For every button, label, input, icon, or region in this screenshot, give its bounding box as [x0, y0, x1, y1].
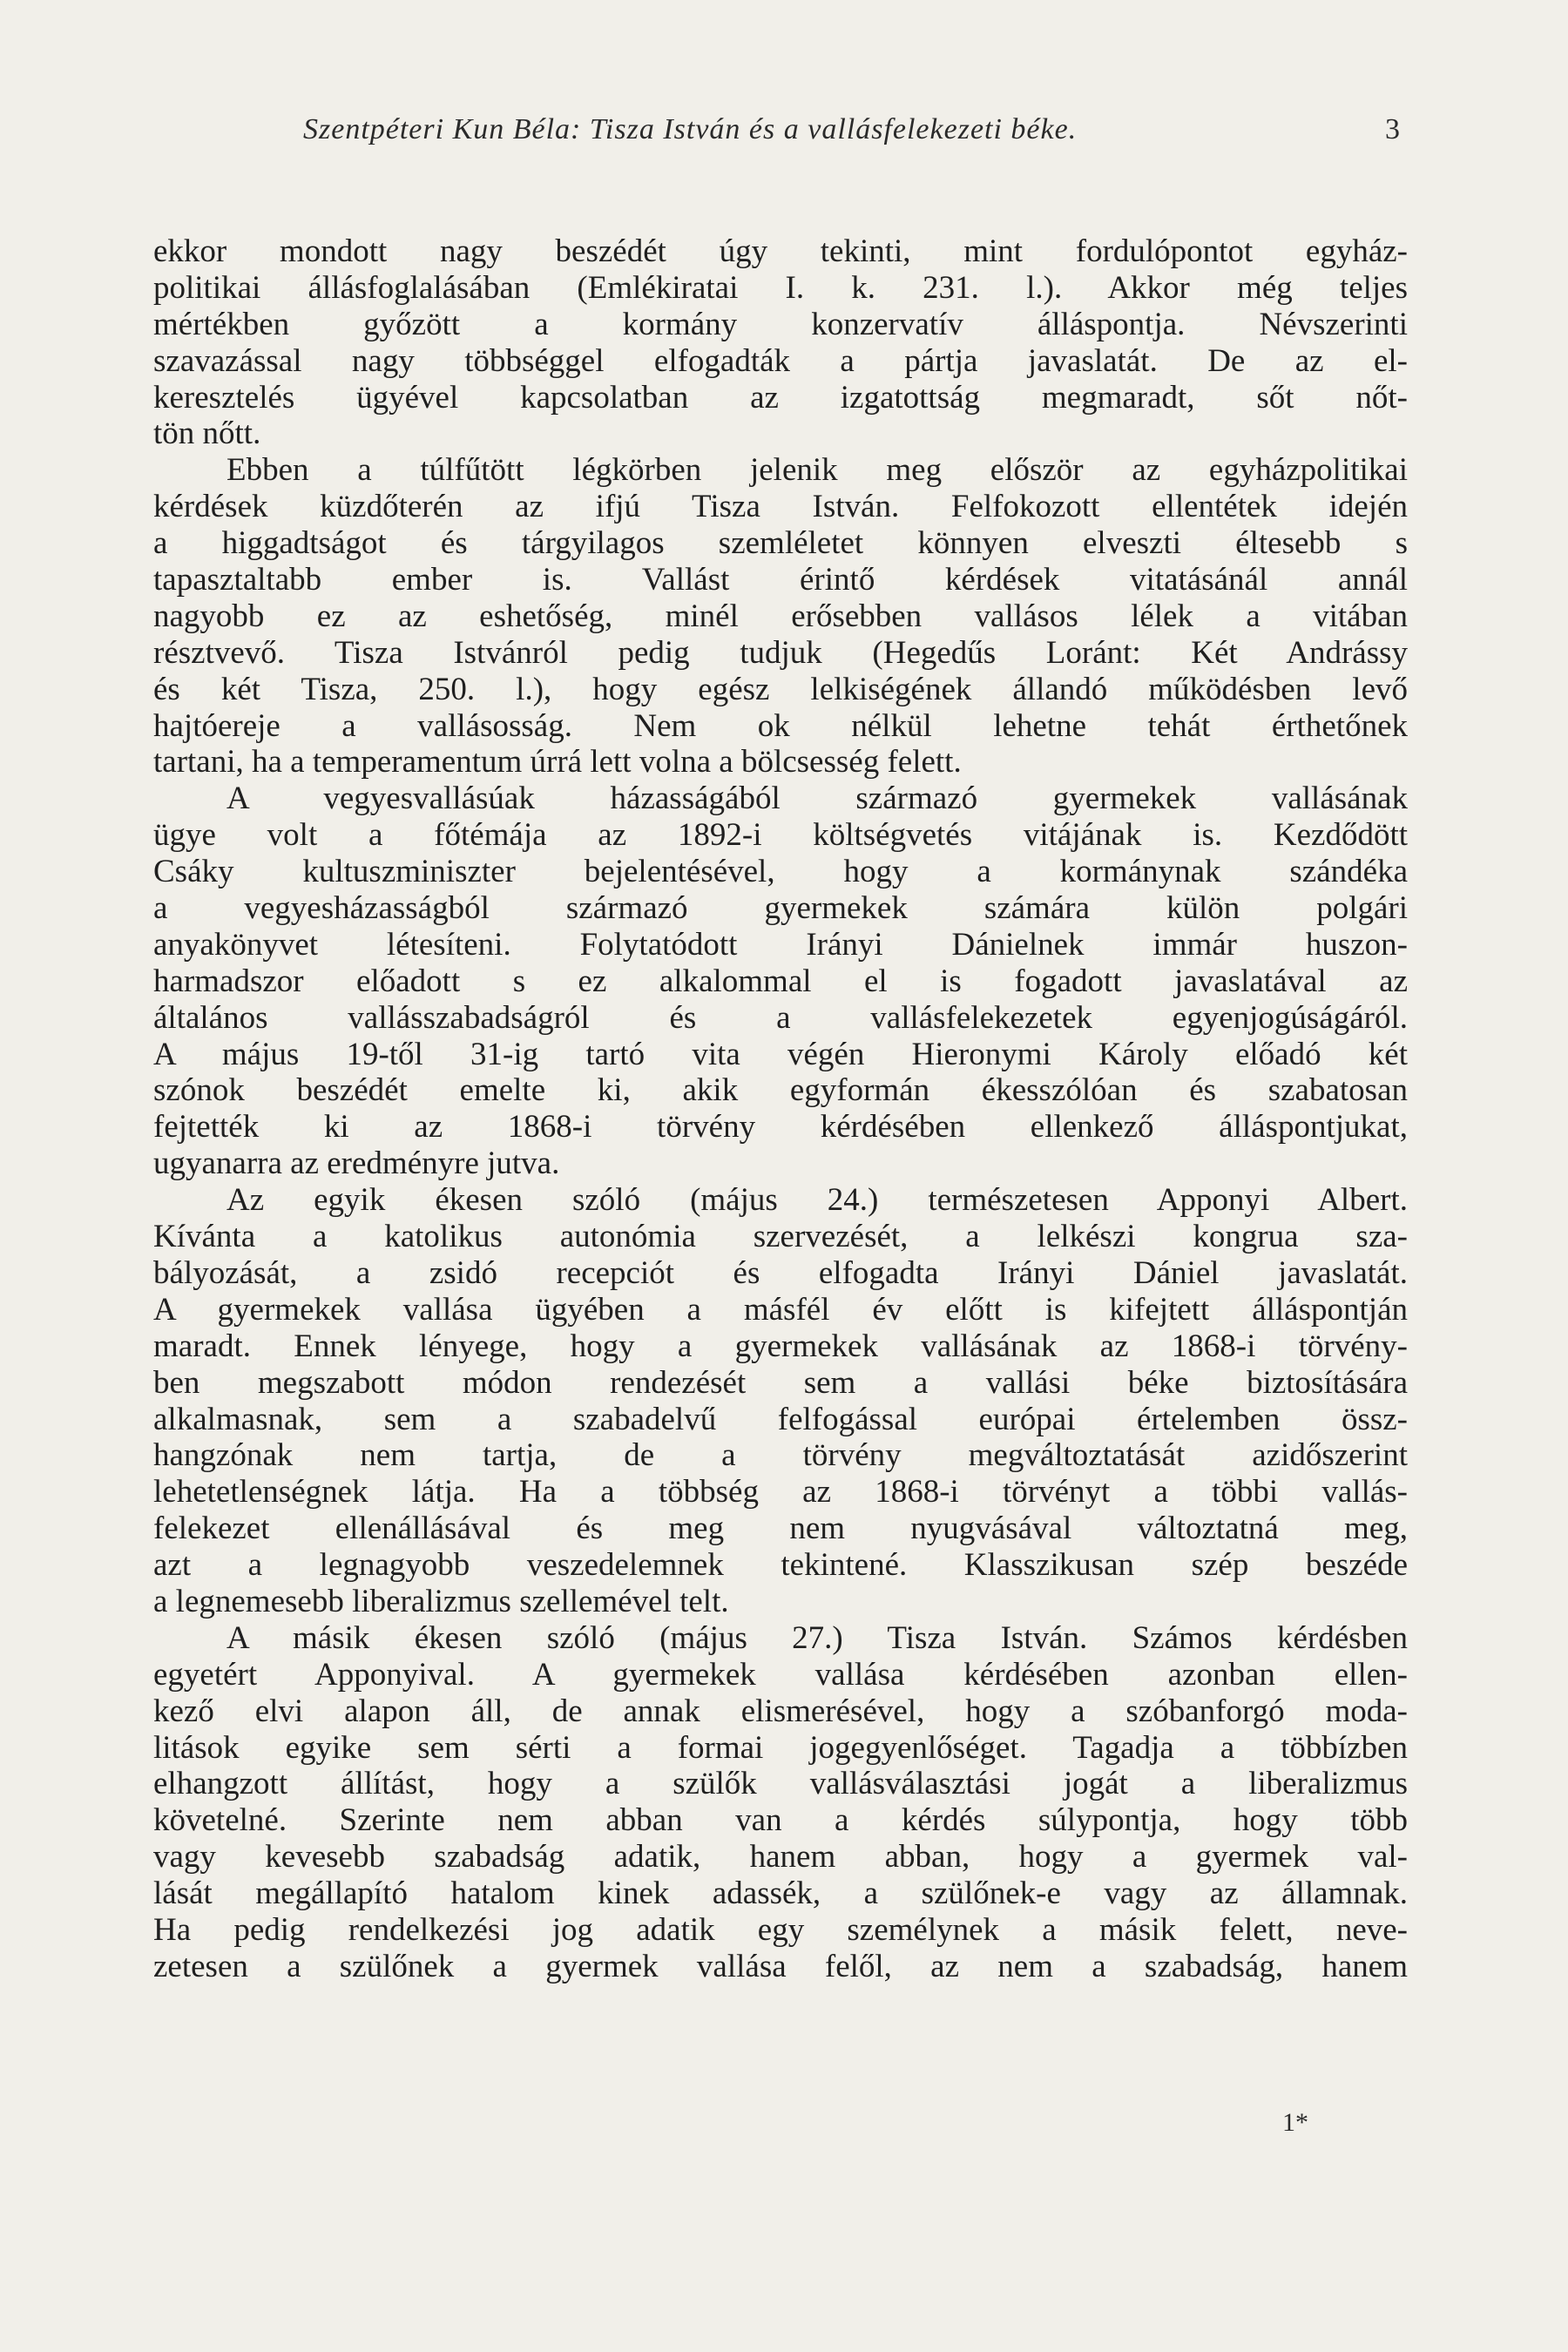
text-line: A május 19-től 31-ig tartó vita végén Hieronymi Károly előadó két — [153, 1036, 1408, 1072]
text-line: politikai állásfoglalásában (Emlékiratai I. k. 231. l.). Akkor még teljes — [153, 269, 1408, 306]
text-line: mértékben győzött a kormány konzervatív álláspontja. Névszerinti — [153, 306, 1408, 342]
text-line: vagy kevesebb szabadság adatik, hanem abban, hogy a gyermek val- — [153, 1839, 1408, 1876]
text-line: kérdések küzdőterén az ifjú Tisza István. Felfokozott ellentétek idején — [153, 489, 1408, 525]
text-line: bályozását, a zsidó recepciót és elfogadta Irányi Dániel javaslatát. — [153, 1254, 1408, 1291]
text-line: lását megállapító hatalom kinek adassék, a szülőnek-e vagy az államnak. — [153, 1876, 1408, 1912]
text-line: ekkor mondott nagy beszédét úgy tekinti, mint fordulópontot egyház- — [153, 233, 1408, 269]
text-line: résztvevő. Tisza Istvánról pedig tudjuk (Hegedűs Loránt: Két Andrássy — [153, 634, 1408, 671]
text-line: azt a legnagyobb veszedelemnek tekintené. Klasszikusan szép beszéde — [153, 1547, 1408, 1584]
text-line: lehetetlenségnek látja. Ha a többség az 1868-i törvényt a többi vallás- — [153, 1474, 1408, 1511]
text-line: általános vallásszabadságról és a vallásfelekezetek egyenjogúságáról. — [153, 999, 1408, 1036]
text-line: alkalmasnak, sem a szabadelvű felfogással európai értelemben össz- — [153, 1401, 1408, 1437]
text-line: és két Tisza, 250. l.), hogy egész lelkiségének állandó működésben levő — [153, 671, 1408, 707]
signature-mark: 1* — [1282, 2108, 1308, 2137]
text-line: nagyobb ez az eshetőség, minél erősebben vallásos lélek a vitában — [153, 598, 1408, 634]
text-line: Csáky kultuszminiszter bejelentésével, hogy a kormánynak szándéka — [153, 854, 1408, 890]
text-line: Ebben a túlfűtött légkörben jelenik meg először az egyházpolitikai — [226, 452, 1408, 489]
text-line: maradt. Ennek lényege, hogy a gyermekek vallásának az 1868-i törvény- — [153, 1328, 1408, 1364]
text-line: szavazással nagy többséggel elfogadták a pártja javaslatát. De az el- — [153, 342, 1408, 379]
text-line: követelné. Szerinte nem abban van a kérdés súlypontja, hogy több — [153, 1802, 1408, 1839]
body-text — [153, 233, 1408, 1985]
text-line: anyakönyvet létesíteni. Folytatódott Irányi Dánielnek immár huszon- — [153, 926, 1408, 963]
text-line: tapasztaltabb ember is. Vallást érintő kérdések vitatásánál annál — [153, 562, 1408, 598]
text-line: A másik ékesen szóló (május 27.) Tisza István. Számos kérdésben — [226, 1619, 1408, 1656]
text-line: hajtóereje a vallásosság. Nem ok nélkül lehetne tehát érthetőnek — [153, 707, 1408, 744]
text-line: zetesen a szülőnek a gyermek vallása felől, az nem a szabadság, hanem — [153, 1948, 1408, 1984]
text-line: kező elvi alapon áll, de annak elismerésével, hogy a szóbanforgó moda- — [153, 1693, 1408, 1729]
text-line: elhangzott állítást, hogy a szülők vallásválasztási jogát a liberalizmus — [153, 1766, 1408, 1802]
text-line: Ha pedig rendelkezési jog adatik egy személynek a másik felett, neve- — [153, 1911, 1408, 1948]
text-line: fejtették ki az 1868-i törvény kérdésében ellenkező álláspontjukat, — [153, 1109, 1408, 1146]
text-line: keresztelés ügyével kapcsolatban az izgatottság megmaradt, sőt nőt- — [153, 379, 1408, 416]
text-line: ben megszabott módon rendezését sem a vallási béke biztosítására — [153, 1364, 1408, 1401]
text-line: A gyermekek vallása ügyében a másfél év előtt is kifejtett álláspontján — [153, 1291, 1408, 1328]
text-line: ügye volt a főtémája az 1892-i költségvetés vitájának is. Kezdődött — [153, 817, 1408, 854]
text-line: Az egyik ékesen szóló (május 24.) természetesen Apponyi Albert. — [226, 1182, 1408, 1219]
text-line: tön nőtt. — [153, 416, 261, 452]
text-line: A vegyesvallásúak házasságából származó gyermekek vallásának — [226, 781, 1408, 817]
text-line: egyetért Apponyival. A gyermekek vallása kérdésében azonban ellen- — [153, 1656, 1408, 1693]
text-line: hangzónak nem tartja, de a törvény megváltoztatását azidőszerint — [153, 1437, 1408, 1474]
text-line: ugyanarra az eredményre jutva. — [153, 1146, 560, 1182]
text-line: felekezet ellenállásával és meg nem nyugvásával változtatná meg, — [153, 1511, 1408, 1547]
text-line: tartani, ha a temperamentum úrrá lett volna a bölcsesség felett. — [153, 744, 962, 781]
text-line: a vegyesházasságból származó gyermekek számára külön polgári — [153, 890, 1408, 927]
text-line: Kívánta a katolikus autonómia szervezését, a lelkészi kongrua sza- — [153, 1219, 1408, 1255]
text-line: a higgadtságot és tárgyilagos szemléletet könnyen elveszti éltesebb s — [153, 525, 1408, 562]
text-line: litások egyike sem sérti a formai jogegyenlőséget. Tagadja a többízben — [153, 1729, 1408, 1766]
text-line: a legnemesebb liberalizmus szellemével telt. — [153, 1583, 729, 1619]
running-head: Szentpéteri Kun Béla: Tisza István és a vallásfelekezeti béke. — [303, 113, 1078, 145]
text-line: szónok beszédét emelte ki, akik egyformán ékesszólóan és szabatosan — [153, 1072, 1408, 1109]
text-line: harmadszor előadott s ez alkalommal el is fogadott javaslatával az — [153, 963, 1408, 999]
page-number: 3 — [1385, 113, 1400, 145]
